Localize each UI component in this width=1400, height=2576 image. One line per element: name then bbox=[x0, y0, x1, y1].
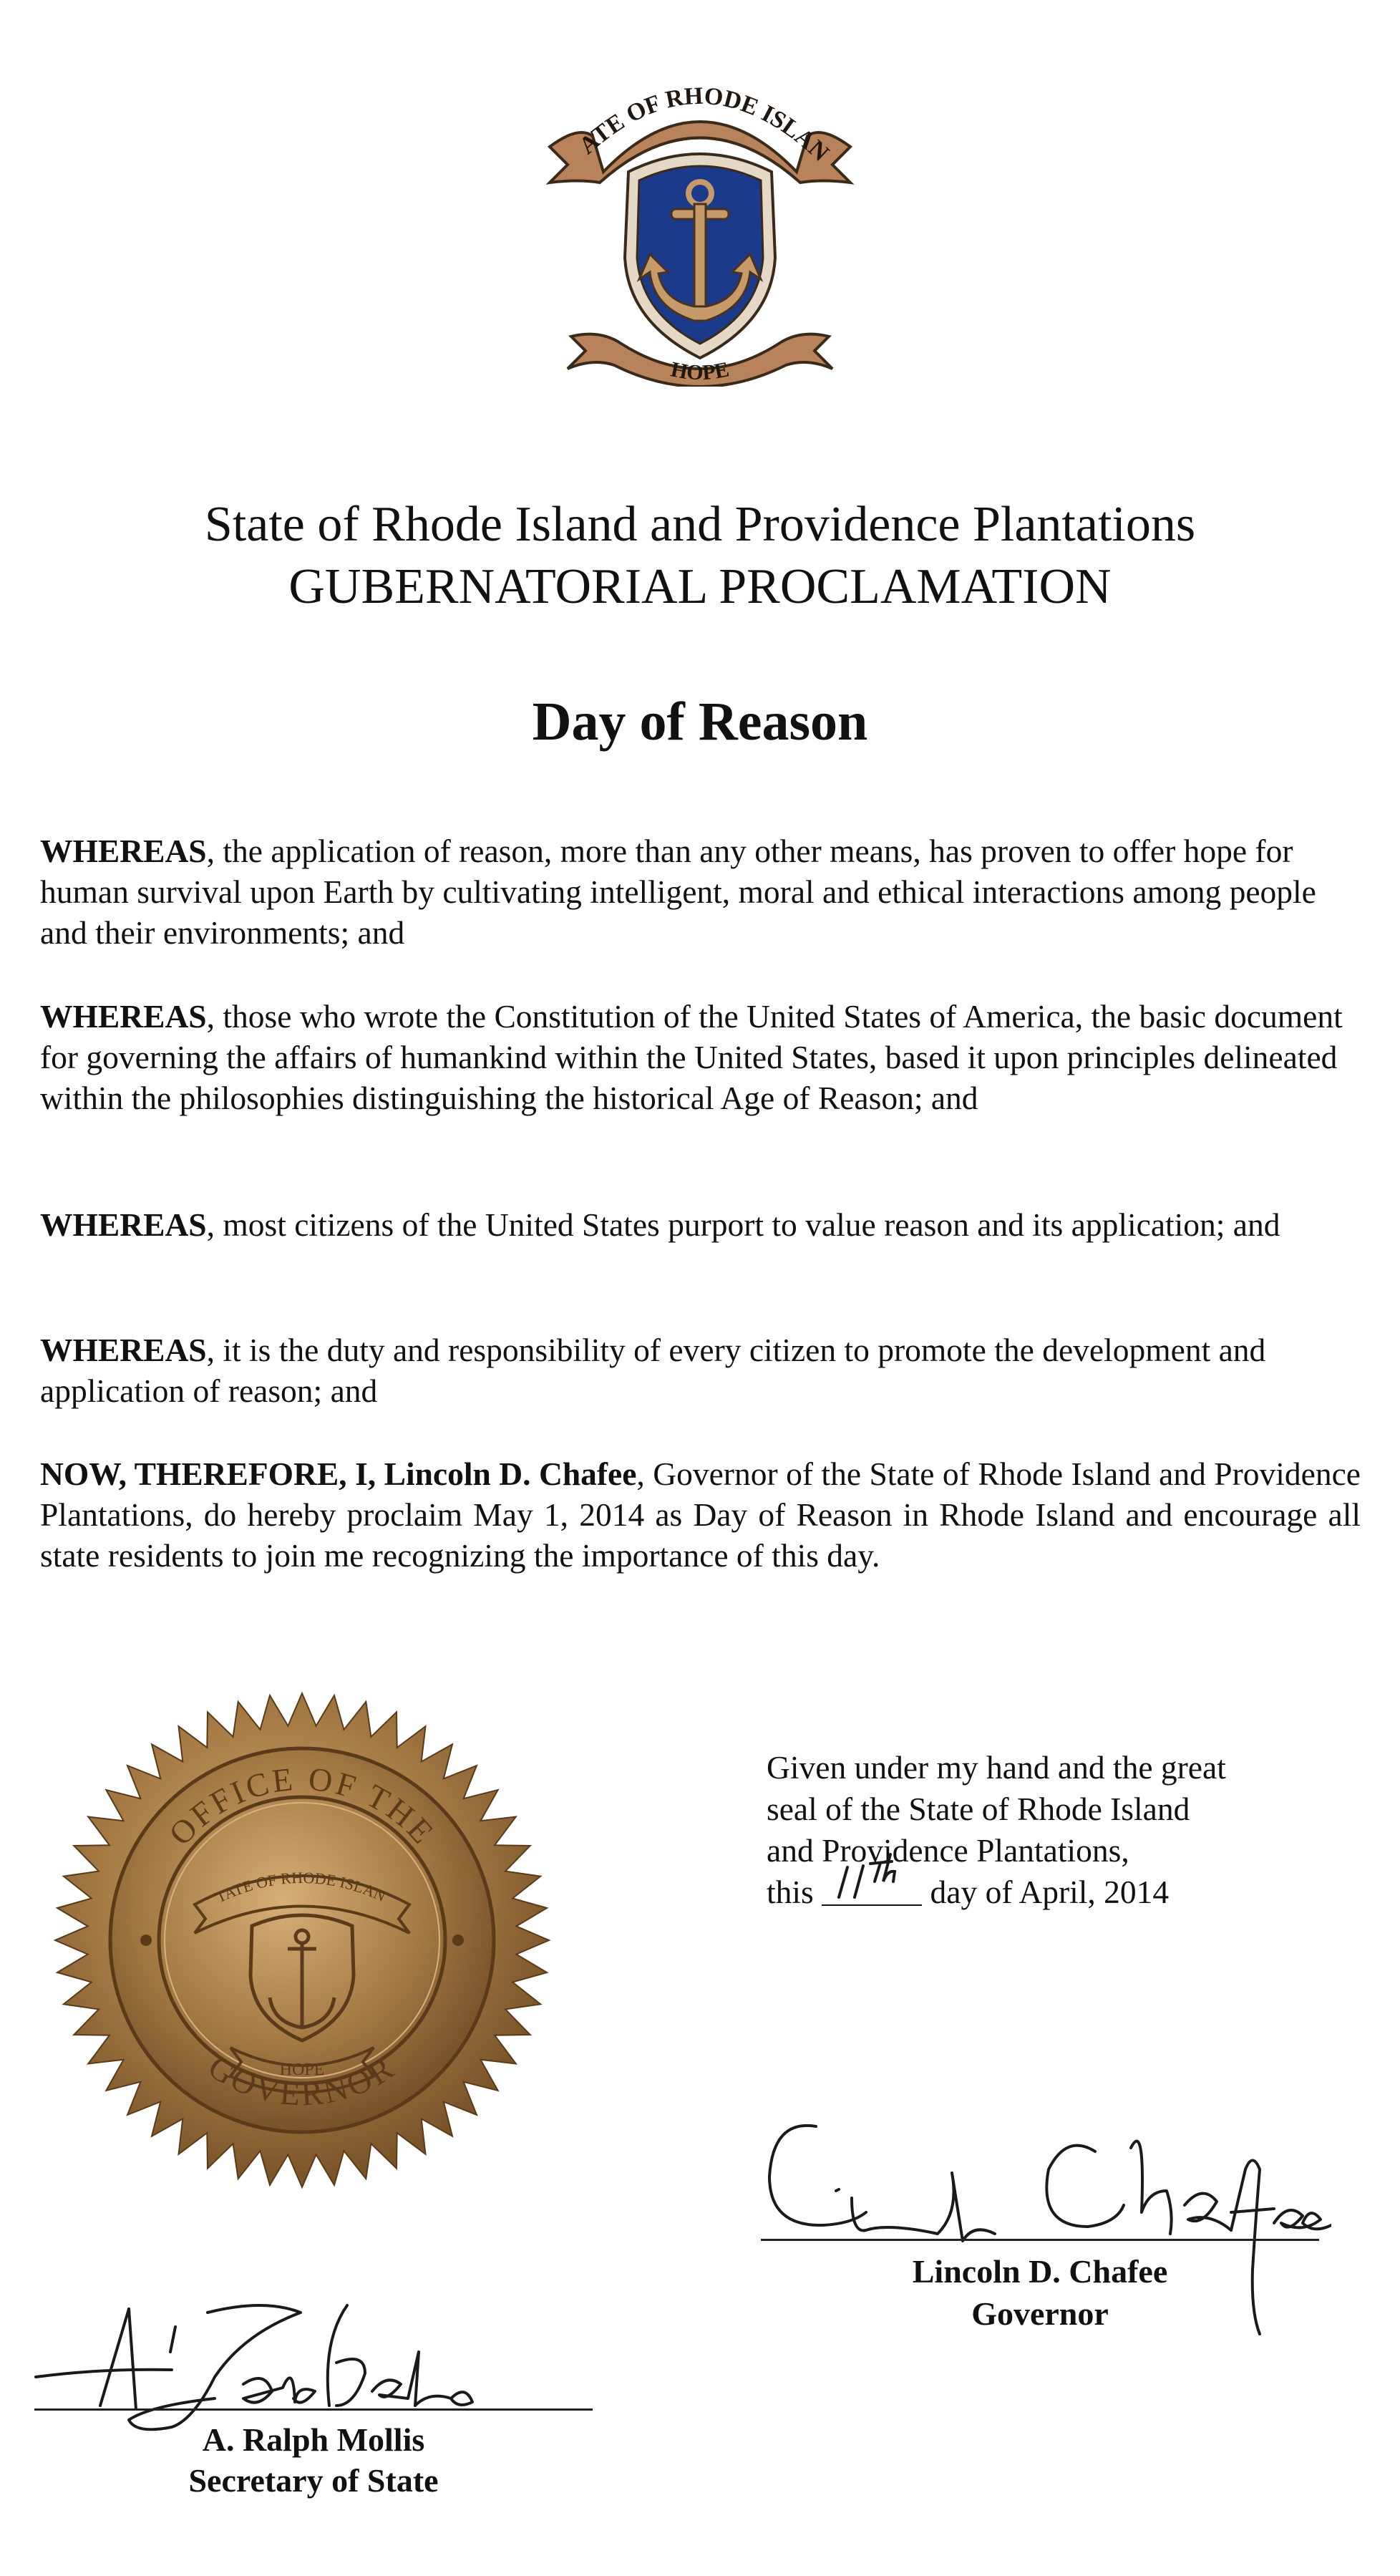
svg-text:GOVERNOR: GOVERNOR bbox=[202, 2048, 402, 2113]
whereas-paragraph-3 bbox=[40, 1204, 1361, 1245]
svg-text:OFFICE OF THE: OFFICE OF THE bbox=[161, 1760, 443, 1853]
state-name-heading: State of Rhode Island and Providence Plantations bbox=[204, 497, 1196, 552]
secretary-signature-line bbox=[34, 2408, 593, 2411]
handwritten-11th-icon bbox=[826, 1853, 919, 1903]
given-this: this bbox=[767, 1874, 814, 1910]
secretary-title: Secretary of State bbox=[188, 2462, 439, 2499]
whereas-paragraph-4 bbox=[40, 1330, 1361, 1411]
paragraph-text: , Governor of the State of Rhode Island and Providence Plantations, do hereby proclaim May 1, 2014 as Day of Reason in Rhode Island and encourage all state residents to join me recognizing the importance of this day. bbox=[40, 1456, 1361, 1574]
gold-seal-icon bbox=[52, 1690, 553, 2191]
paragraph-text: , most citizens of the United States purport to value reason and its application; and bbox=[206, 1206, 1280, 1243]
proclamation-paragraph bbox=[40, 1453, 1361, 1576]
svg-text:STATE OF RHODE ISLAND: TATE OF RHODE ISLAN bbox=[213, 1868, 389, 1907]
governor-seal bbox=[52, 1690, 553, 2191]
governor-title: Governor bbox=[971, 2295, 1109, 2332]
paragraph-lead: WHEREAS bbox=[40, 1332, 207, 1368]
whereas-paragraph-1 bbox=[40, 831, 1361, 953]
state-emblem bbox=[535, 57, 865, 387]
given-date: day of April, 2014 bbox=[930, 1874, 1170, 1910]
given-line-2: seal of the State of Rhode Island bbox=[767, 1791, 1190, 1827]
proclamation-title: Day of Reason bbox=[532, 692, 868, 752]
given-line-4 bbox=[767, 1872, 1353, 1913]
anchor-shield-icon bbox=[535, 57, 865, 387]
given-under-block bbox=[767, 1747, 1353, 1913]
paragraph-lead: NOW, THEREFORE, I, Lincoln D. Chafee bbox=[40, 1456, 637, 1492]
given-line-1: Given under my hand and the great bbox=[767, 1749, 1226, 1786]
governor-signature-line bbox=[761, 2239, 1319, 2241]
handwritten-day bbox=[822, 1874, 922, 1903]
paragraph-text: , the application of reason, more than any other means, has proven to offer hope for human survival upon Earth by cultivating intelligent, moral and ethical interactions among people and their environments; and bbox=[40, 833, 1316, 951]
proclamation-type-heading: GUBERNATORIAL PROCLAMATION bbox=[288, 559, 1112, 614]
paragraph-text: , those who wrote the Constitution of the United States of America, the basic document for governing the affairs of humankind within the United States, based it upon principles delineated within the philosophies distinguishing the historical Age of Reason; and bbox=[40, 998, 1343, 1116]
whereas-paragraph-2 bbox=[40, 996, 1361, 1118]
svg-text:HOPE: HOPE bbox=[669, 357, 731, 385]
svg-text:HOPE: HOPE bbox=[279, 2061, 325, 2079]
paragraph-lead: WHEREAS bbox=[40, 1206, 207, 1243]
svg-text:STATE OF RHODE ISLAND: ATE OF RHODE ISLAN bbox=[574, 82, 835, 167]
paragraph-lead: WHEREAS bbox=[40, 998, 207, 1035]
paragraph-lead: WHEREAS bbox=[40, 833, 207, 869]
governor-name: Lincoln D. Chafee bbox=[912, 2253, 1168, 2290]
paragraph-text: , it is the duty and responsibility of every citizen to promote the development and application of reason; and bbox=[40, 1332, 1266, 1409]
secretary-name: A. Ralph Mollis bbox=[202, 2421, 425, 2458]
given-line-3: and Providence Plantations, bbox=[767, 1832, 1129, 1869]
